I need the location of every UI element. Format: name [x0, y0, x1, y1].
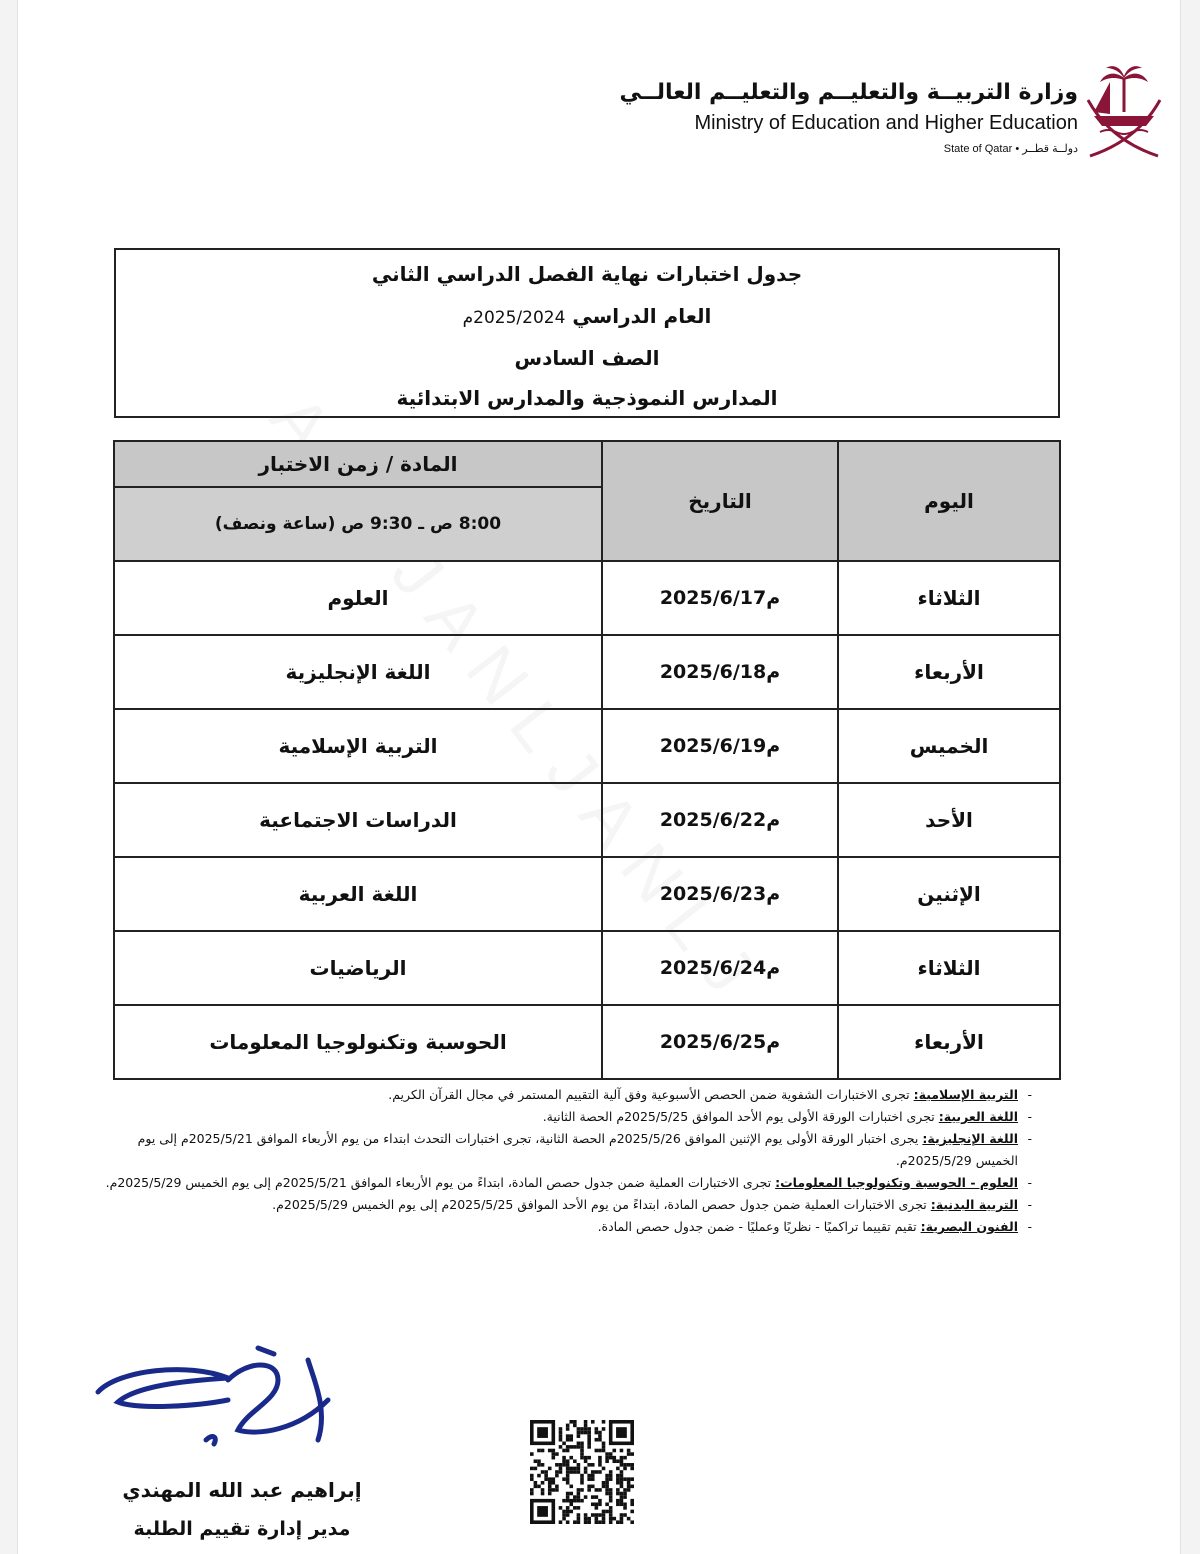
note-label: الفنون البصرية: [920, 1219, 1018, 1234]
ministry-name-english: Ministry of Education and Higher Education [694, 112, 1078, 134]
note-label: العلوم - الحوسبة وتكنولوجيا المعلومات: [775, 1175, 1018, 1190]
row-date: 2025/6/22م [602, 783, 838, 857]
note-item [102, 1128, 1032, 1172]
table-row [114, 931, 1060, 1005]
row-day: الخميس [838, 709, 1060, 783]
row-day: الأربعاء [838, 1005, 1060, 1079]
note-label: التربية البدنية: [930, 1197, 1018, 1212]
notes-list [102, 1084, 1032, 1238]
row-subject: اللغة الإنجليزية [114, 635, 602, 709]
note-item [102, 1172, 1032, 1194]
academic-year-label: العام الدراسي [572, 304, 712, 328]
document-page [18, 0, 1180, 1554]
signatory-name: إبراهيم عبد الله المهندي [122, 1478, 362, 1502]
exam-time: 8:00 ص ـ 9:30 ص (ساعة ونصف) [114, 487, 602, 561]
table-row [114, 857, 1060, 931]
note-item [102, 1194, 1032, 1216]
ministry-header [570, 62, 1090, 172]
title-box [114, 248, 1060, 418]
signatory-title: مدير إدارة تقييم الطلبة [133, 1518, 351, 1540]
row-subject: التربية الإسلامية [114, 709, 602, 783]
note-label: التربية الإسلامية: [913, 1087, 1018, 1102]
exam-schedule-table [113, 440, 1061, 1080]
row-date: 2025/6/23م [602, 857, 838, 931]
table-row [114, 709, 1060, 783]
row-subject: الحوسبة وتكنولوجيا المعلومات [114, 1005, 602, 1079]
row-date: 2025/6/25م [602, 1005, 838, 1079]
column-header-day: اليوم [838, 441, 1060, 561]
row-day: الإثنين [838, 857, 1060, 931]
row-day: الأربعاء [838, 635, 1060, 709]
row-date: 2025/6/24م [602, 931, 838, 1005]
row-subject: الرياضيات [114, 931, 602, 1005]
table-row [114, 635, 1060, 709]
qatar-emblem-icon [1080, 60, 1168, 160]
row-subject: العلوم [114, 561, 602, 635]
row-subject: الدراسات الاجتماعية [114, 783, 602, 857]
row-date: 2025/6/18م [602, 635, 838, 709]
row-day: الثلاثاء [838, 931, 1060, 1005]
table-row [114, 1005, 1060, 1079]
row-day: الثلاثاء [838, 561, 1060, 635]
note-item [102, 1084, 1032, 1106]
row-date: 2025/6/19م [602, 709, 838, 783]
table-row [114, 783, 1060, 857]
note-text: تجرى اختبارات الورقة الأولى يوم الأحد الموافق 2025/5/25م الحصة الثانية. [542, 1109, 939, 1124]
table-row [114, 561, 1060, 635]
qr-code-icon[interactable] [530, 1420, 634, 1524]
academic-year-value: 2025/2024م [462, 308, 566, 328]
grade-label: الصف السادس [514, 346, 660, 370]
note-text: يجرى اختبار الورقة الأولى يوم الإثنين الموافق 2025/5/26م الحصة الثانية، تجرى اختبارات التحدث ابتداء من يوم الأربعاء الموافق 2025/5/21م إلى يوم الخميس 2025/5/29م. [137, 1131, 1018, 1168]
note-text: تجرى الاختبارات العملية ضمن جدول حصص المادة، ابتداءً من يوم الأربعاء الموافق 2025/5/21م إلى يوم الخميس 2025/5/29م. [105, 1175, 776, 1190]
note-text: تجرى الاختبارات الشفوية ضمن الحصص الأسبوعية وفق آلية التقييم المستمر في مجال القرآن الكريم. [388, 1087, 914, 1102]
note-item [102, 1106, 1032, 1128]
signature-icon [78, 1340, 358, 1470]
note-label: اللغة الإنجليزية: [922, 1131, 1018, 1146]
schedule-title: جدول اختبارات نهاية الفصل الدراسي الثاني [371, 262, 803, 286]
row-day: الأحد [838, 783, 1060, 857]
column-header-subject: المادة / زمن الاختبار [114, 441, 602, 487]
ministry-name-arabic: وزارة التربيــة والتعليــم والتعليــم العالــي [619, 80, 1078, 105]
note-item [102, 1216, 1032, 1238]
academic-year [116, 304, 1058, 328]
state-label: State of Qatar • دولــة قطــر [943, 143, 1078, 155]
schools-label: المدارس النموذجية والمدارس الابتدائية [396, 386, 778, 410]
note-label: اللغة العربية: [938, 1109, 1018, 1124]
column-header-date: التاريخ [602, 441, 838, 561]
row-date: 2025/6/17م [602, 561, 838, 635]
note-text: تجرى الاختبارات العملية ضمن جدول حصص المادة، ابتداءً من يوم الأحد الموافق 2025/5/25م إلى يوم الخميس 2025/5/29م. [272, 1197, 931, 1212]
note-text: تقيم تقييما تراكميًا - نظريًا وعمليًا - ضمن جدول حصص المادة. [597, 1219, 921, 1234]
row-subject: اللغة العربية [114, 857, 602, 931]
